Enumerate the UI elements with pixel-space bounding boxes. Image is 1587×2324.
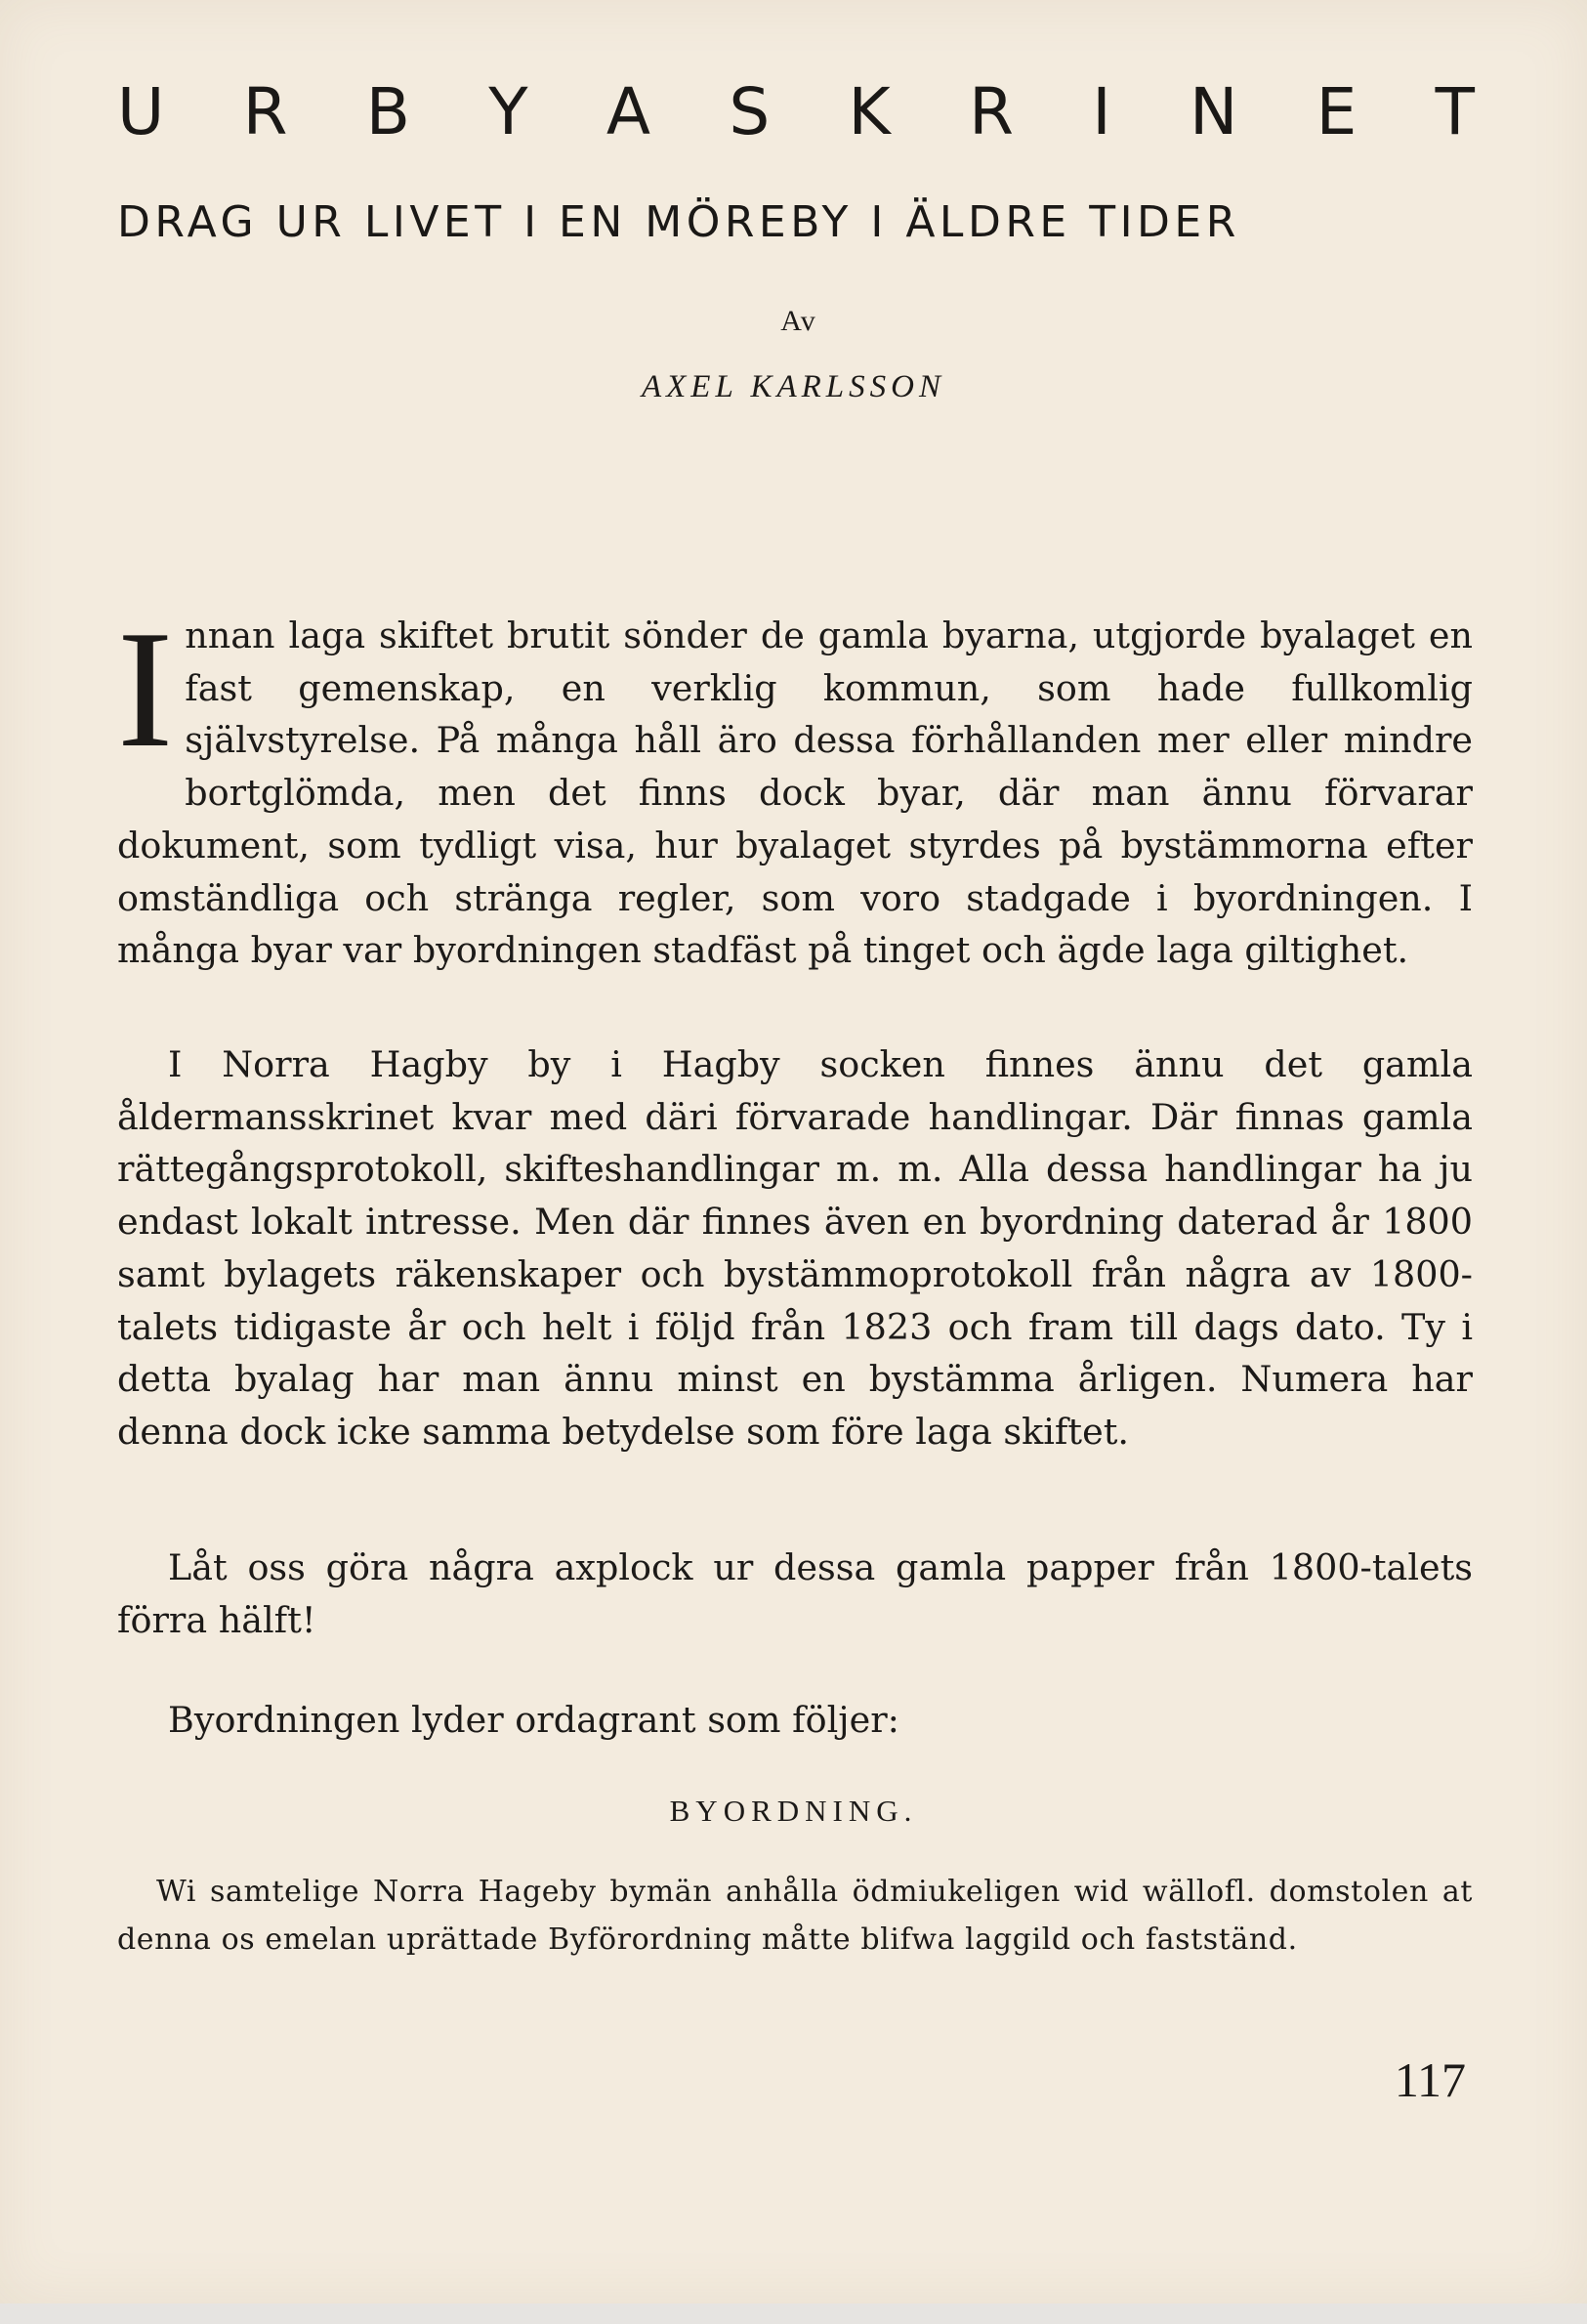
title-letter: U [117,74,165,149]
quoted-document-text: Wi samtelige Norra Hageby bymän anhålla ödmiukeligen wid wällofl. domstolen at denna os emelan uprättade Byförordning måtte blifwa laggild och fastständ. [117,1875,1473,1957]
drop-cap: I [117,597,174,782]
title-letter: A [606,74,651,149]
paragraph-1-text: nnan laga skiftet brutit sönder de gamla byarna, utgjorde byalaget en fast gemenskap, en verklig kommun, som hade fullkomlig självstyrelse. På många håll äro dessa förhållanden mer eller mindre bortglömda, men det finns dock byar, där man ännu förvarar dokument, som tydligt visa, hur byalaget styrdes på bystämmorna efter omständliga och stränga regler, som voro stadgade i byordningen. I många byar var byordningen stadfäst på tinget och ägde laga giltighet. [117,614,1473,972]
title-letter: R [242,74,288,149]
article-subtitle: DRAG UR LIVET I EN MÖREBY I ÄLDRE TIDER [117,197,1240,247]
title-letter: N [1189,74,1238,149]
title-letter: I [1092,74,1111,149]
title-letter: R [969,74,1014,149]
paragraph-3: Låt oss göra några axplock ur dessa gamla papper från 1800-talets förra hälft! [117,1546,1473,1641]
paragraph-1 [117,597,1473,977]
title-letter: S [729,74,771,149]
page-number: 117 [1394,2052,1466,2107]
scan-edge [0,2303,1587,2324]
title-letter: Y [488,74,528,149]
section-heading: BYORDNING. [669,1794,918,1828]
byline-prefix: Av [780,305,816,337]
paragraph-2: I Norra Hagby by i Hagby socken finnes ännu det gamla åldermansskrinet kvar med däri förvarade handlingar. Där finnas gamla rättegångsprotokoll, skifteshandlingar m. m. Alla dessa handlingar ha ju endast lokalt intresse. Men där finnes även en byordning daterad år 1800 samt bylagets räkenskaper och bystämmoprotokoll från några av 1800-talets tidigaste år och helt i följd från 1823 och fram till dags dato. Ty i detta byalag har man ännu minst en bystämma årligen. Numera har denna dock icke samma betydelse som före laga skiftet. [117,1043,1473,1453]
title-letter: K [848,74,891,149]
title-letter: E [1316,74,1357,149]
paragraph-4: Byordningen lyder ordagrant som följer: [168,1699,899,1741]
article-title [117,74,1475,149]
title-letter: B [365,74,411,149]
title-letter: T [1435,74,1475,149]
author-name: AXEL KARLSSON [641,369,945,404]
